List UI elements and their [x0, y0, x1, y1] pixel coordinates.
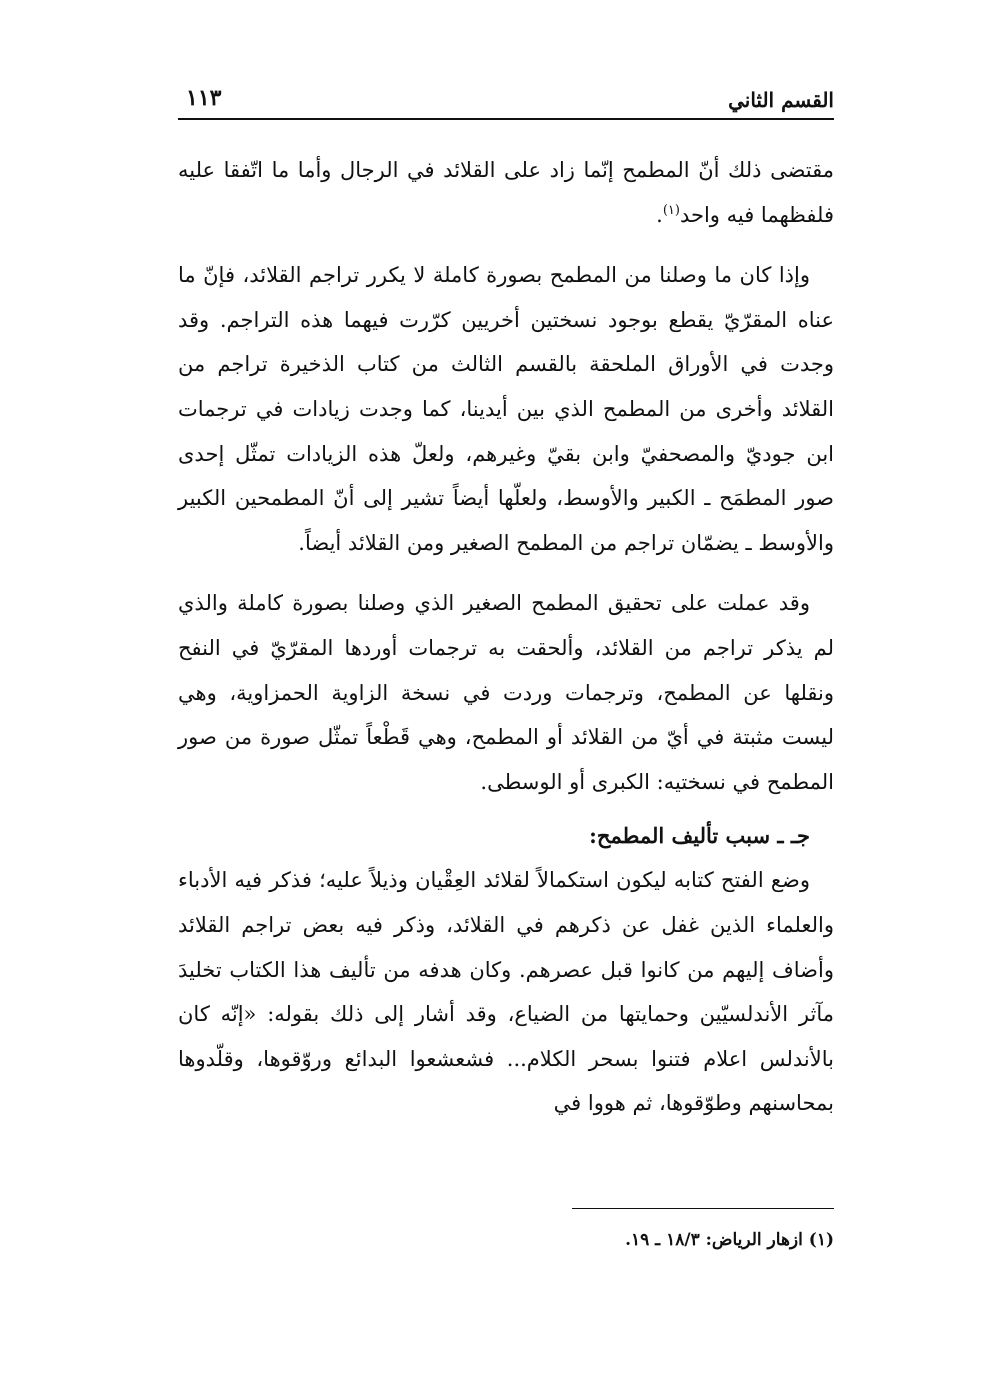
footnote: (١) ازهار الرياض: ١٨/٣ ـ ١٩.	[625, 1230, 834, 1250]
body-text	[178, 148, 834, 1126]
footnote-marker: (١)	[662, 202, 680, 218]
paragraph-3: وقد عملت على تحقيق المطمح الصغير الذي وصلنا بصورة كاملة والذي لم يذكر تراجم من القلائد، وألحقت به ترجمات أوردها المقرّيّ في النفح ونقلها عن المطمح، وترجمات وردت في نسخة الزاوية الحمزاوية، وهي ليست مثبتة في أيّ من القلائد أو المطمح، وهي قَطْعاً تمثّل صورة من صور المطمح في نسختيه: الكبرى أو الوسطى.	[178, 591, 834, 794]
paragraph-1-text: مقتضى ذلك أنّ المطمح إنّما زاد على القلائد في الرجال وأما ما اتّفقا عليه فلفظهما فيه واحد	[178, 158, 834, 227]
footnote-rule	[572, 1208, 834, 1209]
paragraph-2: وإذا كان ما وصلنا من المطمح بصورة كاملة لا يكرر تراجم القلائد، فإنّ ما عناه المقرّيّ يقطع بوجود نسختين أخريين كرّرت فيهما هذه التراجم. وقد وجدت في الأوراق الملحقة بالقسم الثالث من كتاب الذخيرة تراجم من القلائد وأخرى من المطمح الذي بين أيدينا، كما وجدت زيادات في ترجمات ابن جوديّ والمصحفيّ وابن بقيّ وغيرهم، ولعلّ هذه الزيادات تمثّل إحدى صور المطمَح ـ الكبير والأوسط، ولعلّها أيضاً تشير إلى أنّ المطمحين الكبير والأوسط ـ يضمّان تراجم من المطمح الصغير ومن القلائد أيضاً.	[178, 263, 834, 555]
header-rule	[178, 118, 834, 120]
section-title: القسم الثاني	[728, 88, 834, 112]
page-number: ١١٣	[186, 85, 222, 111]
running-header	[178, 78, 834, 118]
paragraph-4: وضع الفتح كتابه ليكون استكمالاً لقلائد العِقْيان وذيلاً عليه؛ فذكر فيه الأدباء والعلماء الذين غفل عن ذكرهم في القلائد، وذكر فيه بعض تراجم القلائد وأضاف إليهم من كانوا قبل عصرهم. وكان هدفه من تأليف هذا الكتاب تخليدَ مآثر الأندلسيّين وحمايتها من الضياع، وقد أشار إلى ذلك بقوله: «إنّه كان بالأندلس اعلام فتنوا بسحر الكلام... فشعشعوا البدائع وروّقوها، وقلّدوها بمحاسنهم وطوّقوها، ثم هووا في	[178, 868, 834, 1116]
subheading: جـ ـ سبب تأليف المطمح:	[589, 823, 810, 849]
paragraph-1-end: .	[656, 202, 663, 227]
paragraph-1	[178, 148, 834, 237]
